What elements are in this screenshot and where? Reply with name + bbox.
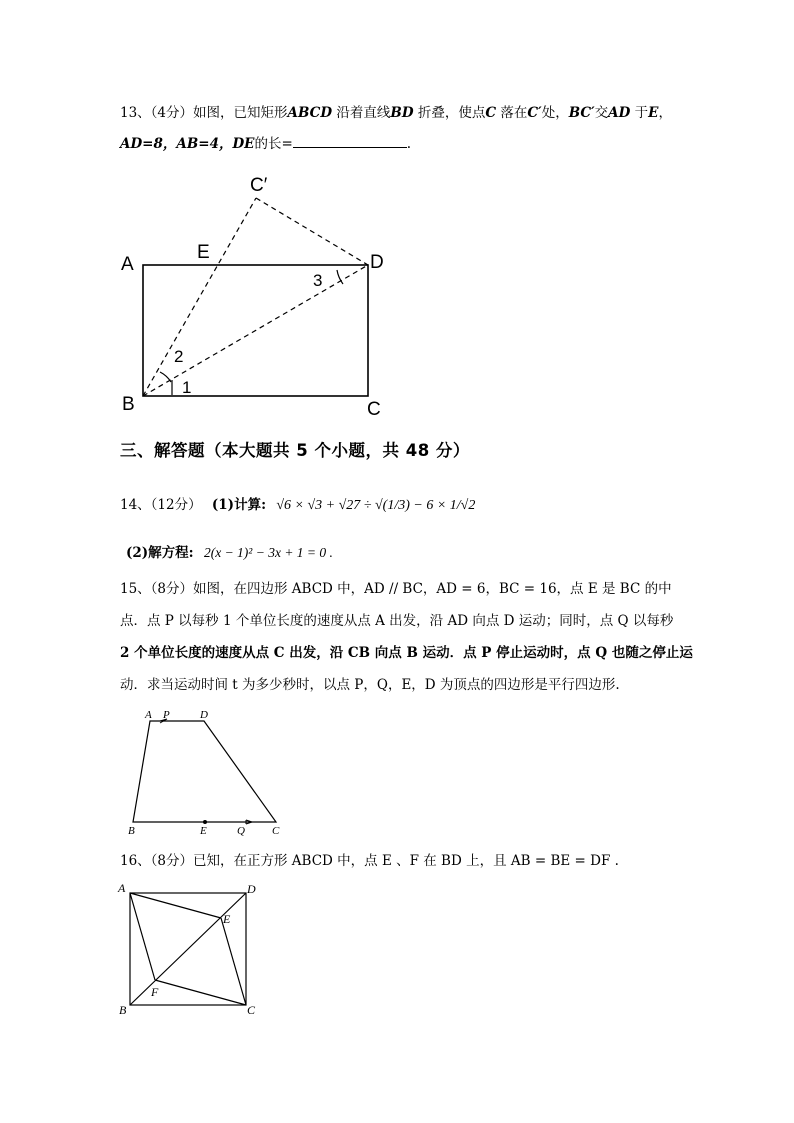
- q14-part1-label: (1)计算:: [211, 497, 267, 513]
- q13-text: 于: [634, 105, 649, 121]
- q15-line-2: 点．点 P 以每秒 1 个单位长度的速度从点 A 出发，沿 AD 向点 D 运动；同时，点 Q 以每秒: [120, 613, 674, 629]
- q13-given: AD=8，AB=4，DE: [120, 136, 255, 152]
- q13-label-c: C: [367, 399, 381, 420]
- q13-label-e: E: [197, 242, 210, 263]
- q13-end: .: [406, 136, 412, 152]
- q14-part1: [120, 490, 475, 521]
- q15-trapezoid: [133, 721, 276, 822]
- q16-label-c: C: [247, 1003, 256, 1017]
- q13-number: 13、（4分）: [120, 105, 194, 121]
- q13-bd: BD: [390, 105, 414, 121]
- q16-square: [130, 893, 246, 1005]
- q13-text: 落在: [500, 105, 528, 121]
- q13-bcprime: BC′: [568, 105, 595, 121]
- q16-label-f: F: [151, 985, 159, 999]
- q13-text: 的长=: [254, 136, 293, 152]
- q14-part2-label: (2)解方程:: [126, 545, 194, 561]
- q13-text: 折叠，使点: [417, 105, 486, 121]
- q13-angle-2: 2: [174, 347, 184, 366]
- q14-part2: [120, 543, 333, 563]
- q15-line-4: 动．求当运动时间 t 为多少秒时，以点 P，Q，E，D 为顶点的四边形是平行四边形.: [120, 677, 620, 693]
- q13-angle-3: 3: [313, 271, 323, 290]
- q16-label-d: D: [247, 882, 256, 896]
- q15-line-1: 15、（8分）如图，在四边形 ABCD 中，AD // BC，AD = 6，BC = 16，点 E 是 BC 的中: [120, 581, 672, 597]
- q14-part2-expr: 2(x − 1)² − 3x + 1 = 0 .: [203, 545, 333, 560]
- q13-text: 如图，已知矩形: [193, 105, 288, 121]
- q13-angle-1: 1: [182, 378, 192, 397]
- q14-part1-expr: √6 × √3 + √27 ÷ √(1/3) − 6 × 1/√2: [276, 498, 476, 513]
- q15-label-d: D: [200, 709, 208, 721]
- q15-figure: [128, 709, 280, 837]
- q15-label-a: A: [145, 709, 152, 721]
- q15-arrows: [160, 719, 252, 824]
- q13-label-cprime: C′: [250, 175, 268, 196]
- q13-dashed-lines: [143, 198, 368, 396]
- q15-label-c: C: [272, 825, 280, 837]
- q13-label-b: B: [122, 394, 135, 415]
- q13-ad: AD: [608, 105, 631, 121]
- q14-number: 14、（12分）: [120, 497, 202, 513]
- q13-c: C: [485, 105, 497, 121]
- q16-label-a: A: [118, 881, 126, 895]
- q15-label-p: P: [163, 709, 170, 721]
- q16-label-e: E: [223, 912, 231, 926]
- q13-label-d: D: [370, 252, 384, 273]
- q13-abcd: ABCD: [287, 105, 333, 121]
- q13-e: E: [648, 105, 659, 121]
- q16-label-b: B: [119, 1003, 127, 1017]
- q15-line-3: 2 个单位长度的速度从点 C 出发，沿 CB 向点 B 运动．点 P 停止运动时，点 Q 也随之停止运: [120, 645, 693, 661]
- section-heading: 三、解答题（本大题共 5 个小题，共 48 分）: [120, 441, 470, 460]
- q15-label-e: E: [200, 825, 207, 837]
- q13-cprime: C′: [527, 105, 542, 121]
- q13-text: 处，: [541, 105, 569, 121]
- q16-line-1: 16、（8分）已知，在正方形 ABCD 中，点 E 、F 在 BD 上，且 AB = BE = DF .: [120, 853, 619, 869]
- q13-text: ，: [658, 105, 672, 121]
- q16-figure: [117, 881, 256, 1017]
- q15-point-e: [203, 820, 207, 824]
- q13-label-a: A: [121, 254, 134, 275]
- q15-label-q: Q: [237, 825, 245, 837]
- q13-text: 沿着直线: [336, 105, 391, 121]
- q13-text: 交: [594, 105, 609, 121]
- q15-label-b: B: [128, 825, 135, 837]
